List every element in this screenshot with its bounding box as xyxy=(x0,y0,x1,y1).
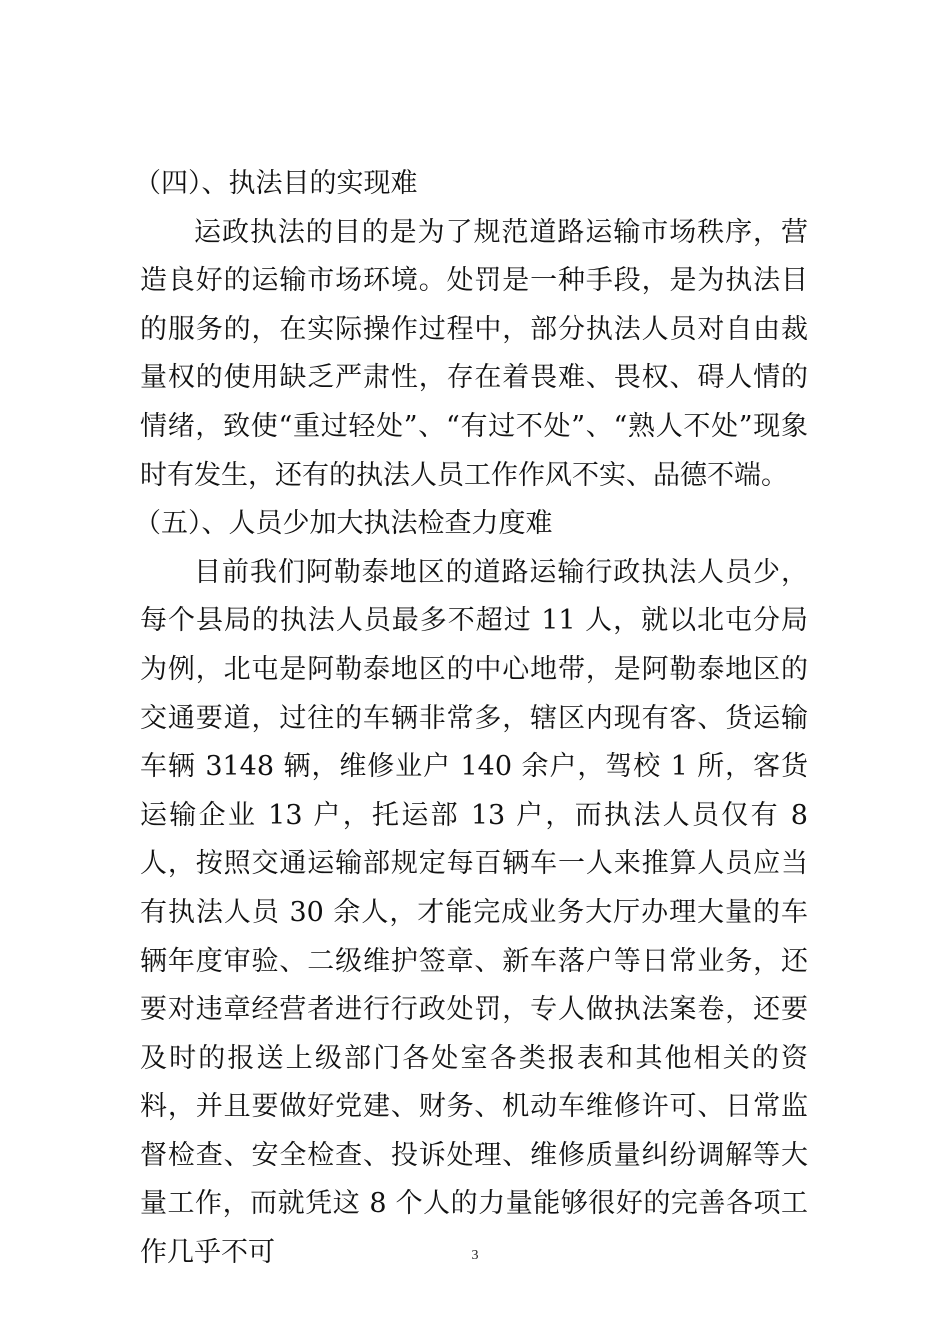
section-heading-5: （五）、人员少加大执法检查力度难 xyxy=(134,508,553,540)
document-body xyxy=(134,160,808,1278)
section-paragraph-5: 目前我们阿勒泰地区的道路运输行政执法人员少，每个县局的执法人员最多不超过 11 人，就以北屯分局为例，北屯是阿勒泰地区的中心地带，是阿勒泰地区的交通要道，过往的车辆非常多，辖区内现有客、货运输车辆 3148 辆，维修业户 140 余户，驾校 1 所，客货运输企业 13 户，托运部 13 户，而执法人员仅有 8 人，按照交通运输部规定每百辆车一人来推算人员应当有执法人员 30 余人，才能完成业务大厅办理大量的车辆年度审验、二级维护签章、新车落户等日常业务，还要对违章经营者进行行政处罚，专人做执法案卷，还要及时的报送上级部门各处室各类报表和其他相关的资料，并且要做好党建、财务、机动车维修许可、日常监督检查、安全检查、投诉处理、维修质量纠纷调解等大量工作，而就凭这 8 个人的力量能够很好的完善各项工作几乎不可 xyxy=(140,556,808,1269)
page-number: 3 xyxy=(471,1248,479,1263)
section-paragraph-4: 运政执法的目的是为了规范道路运输市场秩序，营造良好的运输市场环境。处罚是一种手段，是为执法目的服务的，在实际操作过程中，部分执法人员对自由裁量权的使用缺乏严肃性，存在着畏难、畏权、碍人情的情绪，致使“重过轻处”、“有过不处”、“熟人不处”现象时有发生，还有的执法人员工作作风不实、品德不端。 xyxy=(140,216,808,491)
section-heading-4: （四）、执法目的实现难 xyxy=(134,168,418,199)
